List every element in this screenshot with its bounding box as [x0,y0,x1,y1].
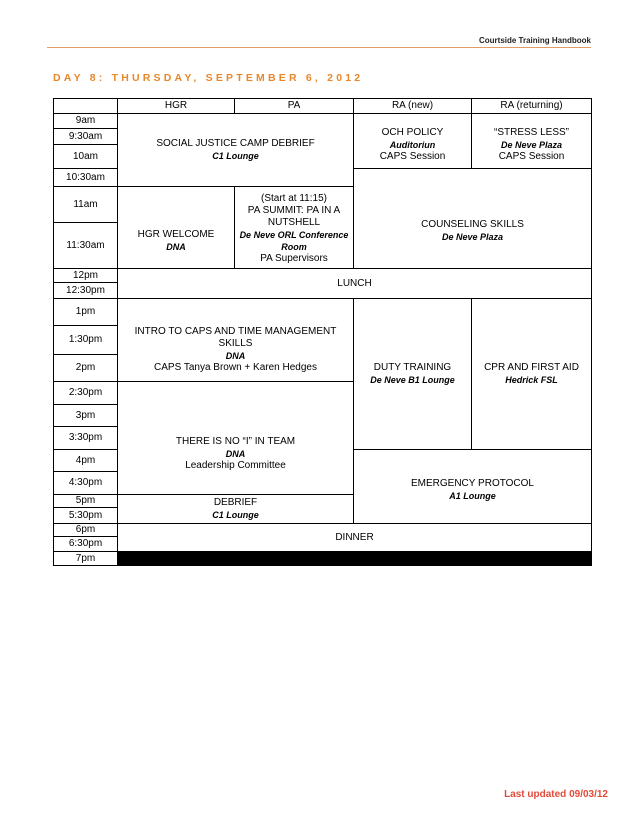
event-lunch [118,269,592,299]
column-header-ra-new: RA (new) [354,99,472,114]
page-header [0,0,638,50]
time-label: 12pm [54,269,118,283]
time-label: 2pm [54,355,118,382]
time-label: 4:30pm [54,472,118,495]
event-location: DNA [225,449,246,459]
event-location: De Neve Plaza [441,231,504,242]
time-label: 7pm [54,552,118,566]
event-stress-less [472,114,592,169]
event-pa-summit [235,187,354,269]
event-title: INTRO TO CAPS AND TIME MANAGEMENT SKILLS [134,326,337,349]
blocked-out-cell [118,552,592,566]
event-counseling-skills [354,169,592,269]
event-location: Auditoriun [389,140,436,150]
event-note: PA Supervisors [260,252,328,264]
event-title: DEBRIEF [213,497,258,508]
event-note: CAPS Session [379,151,446,162]
time-label: 1pm [54,299,118,326]
event-location: C1 Lounge [212,151,259,161]
event-title: OCH POLICY [381,127,444,138]
event-title: LUNCH [337,277,372,289]
event-title: “STRESS LESS” [493,127,570,138]
event-cpr-first-aid [472,299,592,450]
event-intro-to-caps [118,299,354,382]
time-label: 1:30pm [54,326,118,355]
column-header-pa: PA [235,99,354,114]
event-social-justice-debrief [118,114,354,187]
event-location: C1 Lounge [212,510,259,520]
time-label: 12:30pm [54,283,118,299]
event-location: A1 Lounge [449,490,496,501]
schedule-table [53,98,592,566]
event-duty-training [354,299,472,450]
time-label: 3:30pm [54,427,118,450]
event-location: De Neve ORL Conference Room [239,229,349,252]
event-title: CPR AND FIRST AID [484,362,579,373]
handbook-title: Courtside Training Handbook [478,36,591,45]
event-location: De Neve B1 Lounge [370,375,455,385]
time-label: 3pm [54,405,118,427]
event-hgr-welcome [118,187,235,269]
event-title: DINNER [335,531,374,543]
event-location: DNA [166,241,186,252]
event-title: PA SUMMIT: PA IN A NUTSHELL [247,204,341,228]
event-title: EMERGENCY PROTOCOL [411,477,534,489]
event-title: HGR WELCOME [137,228,215,240]
event-note: CAPS Tanya Brown + Karen Hedges [154,362,317,373]
event-title: COUNSELING SKILLS [421,218,524,230]
time-label: 5pm [54,495,118,508]
time-label: 9:30am [54,129,118,145]
event-pretext: (Start at 11:15) [261,192,327,204]
table-header-row [54,99,592,114]
event-location: DNA [225,351,246,361]
event-no-i-in-team [118,382,354,495]
time-label: 4pm [54,450,118,472]
event-note: Leadership Committee [185,460,286,471]
time-label: 11:30am [54,223,118,269]
time-label: 6:30pm [54,537,118,552]
column-header-hgr: HGR [118,99,235,114]
event-title: SOCIAL JUSTICE CAMP DEBRIEF [156,138,315,149]
time-label: 6pm [54,524,118,537]
time-label: 11am [54,187,118,223]
time-label: 10:30am [54,169,118,187]
event-emergency-protocol [354,450,592,524]
event-title: THERE IS NO “I” IN TEAM [175,436,296,447]
header-corner [54,99,118,114]
event-title: DUTY TRAINING [373,362,452,373]
last-updated-note: Last updated 09/03/12 [504,789,608,800]
event-och-policy [354,114,472,169]
event-location: De Neve Plaza [500,140,563,150]
time-label: 9am [54,114,118,129]
event-debrief [118,495,354,524]
time-label: 10am [54,145,118,169]
time-label: 2:30pm [54,382,118,405]
column-header-ra-returning: RA (returning) [472,99,592,114]
event-location: Hedrick FSL [505,375,558,385]
event-dinner [118,524,592,552]
time-label: 5:30pm [54,508,118,524]
header-rule [47,47,591,48]
event-note: CAPS Session [498,151,565,162]
day-title: DAY 8: THURSDAY, SEPTEMBER 6, 2012 [53,72,364,84]
